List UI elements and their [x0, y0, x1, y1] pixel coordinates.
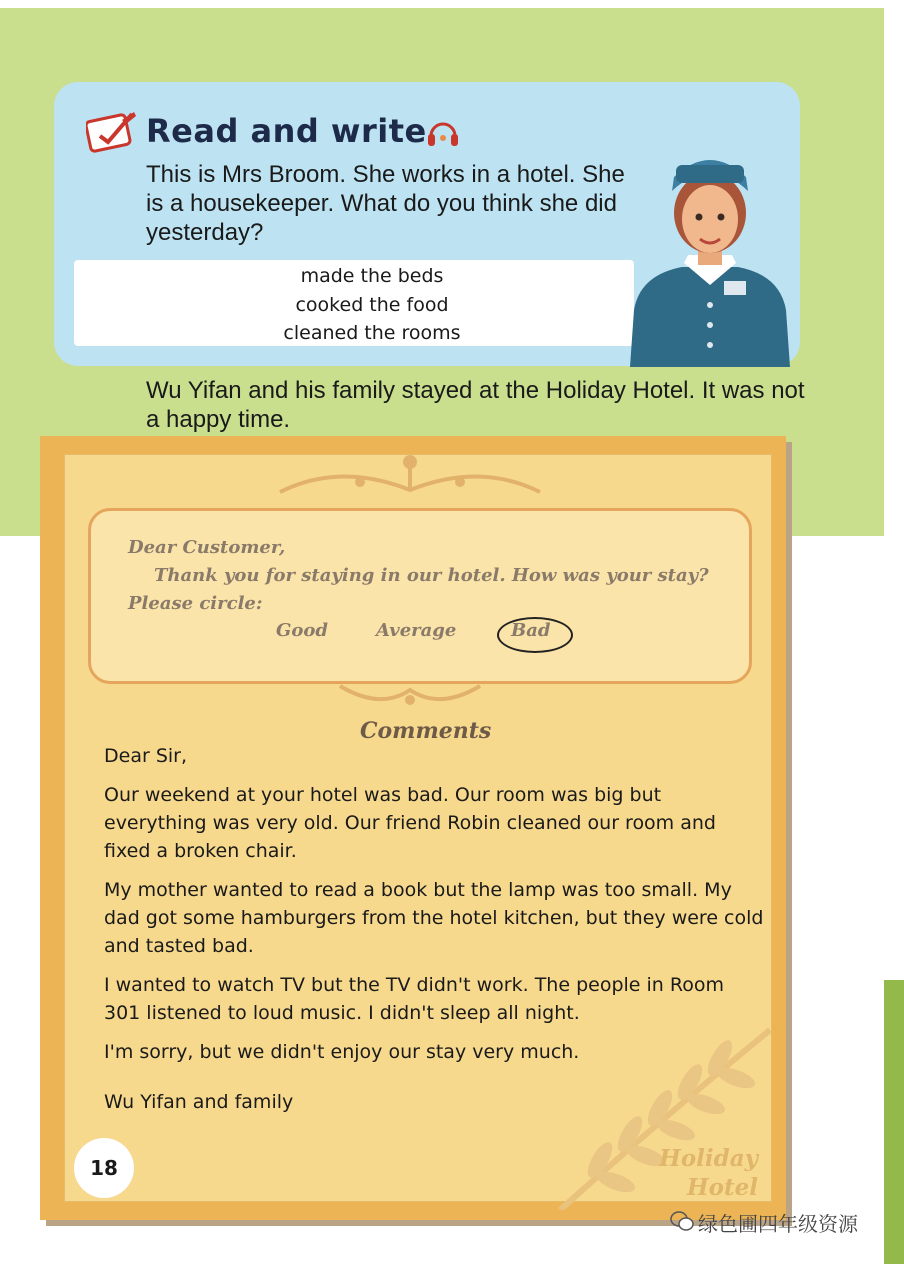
survey-question: Thank you for staying in our hotel. How was your stay? — [154, 565, 709, 586]
survey-instruction: Please circle: — [128, 593, 263, 614]
ornament-decoration — [260, 452, 560, 512]
section-title: Read and write — [146, 112, 427, 150]
hotel-logo-line: Hotel — [686, 1174, 758, 1201]
phrase-item: cleaned the rooms — [283, 322, 461, 344]
phrase-item: made the beds — [300, 265, 444, 287]
wechat-icon — [670, 1210, 694, 1232]
letter-paragraph: My mother wanted to read a book but the lamp was too small. My dad got some hamburgers from the hotel kitchen, but they were cold and tasted bad. — [104, 879, 764, 957]
option-good[interactable]: Good — [276, 620, 328, 641]
comments-heading: Comments — [360, 718, 492, 744]
letter-paragraph: Our weekend at your hotel was bad. Our room was big but everything was very old. Our friend Robin cleaned our room and fixed a broken chair. — [104, 784, 716, 862]
survey-greeting: Dear Customer, — [128, 537, 286, 558]
letter-paragraph: I'm sorry, but we didn't enjoy our stay very much. — [104, 1041, 580, 1063]
intro-text: This is Mrs Broom. She works in a hotel. She is a housekeeper. What do you think she did yesterday? — [146, 161, 625, 246]
letter-paragraph: I wanted to watch TV but the TV didn't work. The people in Room 301 listened to loud music. I didn't sleep all night. — [104, 974, 724, 1024]
hotel-logo-line: Holiday — [659, 1145, 758, 1172]
option-average[interactable]: Average — [376, 620, 457, 641]
letter-salutation: Dear Sir, — [104, 745, 188, 767]
option-bad[interactable]: Bad — [511, 620, 551, 641]
headphones-icon[interactable] — [425, 114, 461, 150]
hotel-logo-text — [650, 1144, 758, 1202]
side-strip — [884, 980, 904, 1264]
watermark-text: 绿色圃四年级资源 — [698, 1212, 858, 1236]
phrase-list — [232, 262, 512, 348]
ornament-decoration-small — [330, 676, 490, 716]
selected-option-circle — [497, 617, 573, 653]
story-text: Wu Yifan and his family stayed at the Holiday Hotel. It was not a happy time. — [146, 377, 805, 433]
phrase-item: cooked the food — [295, 293, 449, 316]
pencil-icon — [86, 110, 138, 154]
page-number: 18 — [74, 1138, 134, 1198]
letter-signature: Wu Yifan and family — [104, 1091, 294, 1113]
housekeeper-illustration — [620, 135, 800, 367]
